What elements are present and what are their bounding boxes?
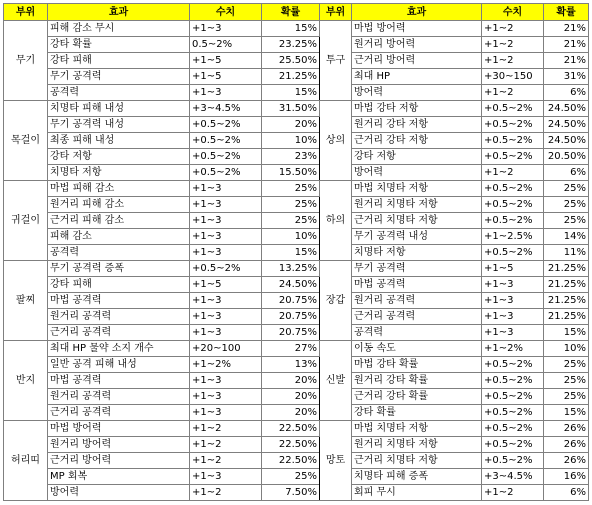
probability-cell-left: 13%	[262, 357, 320, 373]
table-row	[4, 213, 589, 229]
value-cell-left: +1~2	[190, 437, 262, 453]
effect-cell-left: 마법 공격력	[48, 293, 190, 309]
probability-cell-right: 21.25%	[544, 293, 589, 309]
value-cell-right: +1~2	[482, 485, 544, 501]
value-cell-right: +0.5~2%	[482, 453, 544, 469]
value-cell-left: +1~5	[190, 53, 262, 69]
probability-cell-right: 6%	[544, 85, 589, 101]
part-cell-right: 장갑	[320, 261, 352, 341]
probability-cell-right: 25%	[544, 389, 589, 405]
value-cell-right: +0.5~2%	[482, 373, 544, 389]
effect-cell-right: 근거리 방어력	[352, 53, 482, 69]
effect-cell-left: 강타 저항	[48, 149, 190, 165]
effect-cell-left: 일반 공격 피해 내성	[48, 357, 190, 373]
value-cell-left: +1~5	[190, 69, 262, 85]
effect-cell-right: 원거리 방어력	[352, 37, 482, 53]
probability-cell-left: 13.25%	[262, 261, 320, 277]
table-row	[4, 117, 589, 133]
effect-cell-left: 원거리 공격력	[48, 389, 190, 405]
effect-cell-right: 근거리 강타 확률	[352, 389, 482, 405]
probability-cell-right: 31%	[544, 69, 589, 85]
value-cell-left: +0.5~2%	[190, 261, 262, 277]
table-body	[4, 21, 589, 501]
part-cell-left: 무기	[4, 21, 48, 101]
effect-cell-left: 근거리 피해 감소	[48, 213, 190, 229]
probability-cell-right: 6%	[544, 165, 589, 181]
value-cell-right: +1~2	[482, 53, 544, 69]
probability-cell-left: 22.50%	[262, 437, 320, 453]
effect-cell-left: 피해 감소	[48, 229, 190, 245]
table-row	[4, 53, 589, 69]
effect-cell-left: 근거리 공격력	[48, 405, 190, 421]
table-row	[4, 373, 589, 389]
effect-cell-right: 방어력	[352, 85, 482, 101]
part-cell-left: 귀걸이	[4, 181, 48, 261]
effect-cell-left: 최종 피해 내성	[48, 133, 190, 149]
effect-cell-left: 강타 확률	[48, 37, 190, 53]
probability-cell-left: 31.50%	[262, 101, 320, 117]
table-row	[4, 405, 589, 421]
value-cell-right: +1~3	[482, 309, 544, 325]
table-row	[4, 85, 589, 101]
probability-cell-right: 16%	[544, 469, 589, 485]
probability-cell-left: 15%	[262, 85, 320, 101]
table-row	[4, 261, 589, 277]
value-cell-right: +3~4.5%	[482, 469, 544, 485]
effect-cell-right: 마법 공격력	[352, 277, 482, 293]
probability-cell-left: 20.75%	[262, 309, 320, 325]
header-part-right: 부위	[320, 4, 352, 21]
probability-cell-right: 25%	[544, 373, 589, 389]
value-cell-right: +0.5~2%	[482, 181, 544, 197]
probability-cell-right: 25%	[544, 357, 589, 373]
part-cell-right: 하의	[320, 181, 352, 261]
equipment-stat-table	[3, 3, 589, 501]
effect-cell-right: 치명타 저항	[352, 245, 482, 261]
value-cell-right: +1~3	[482, 325, 544, 341]
header-row	[4, 4, 589, 21]
value-cell-left: +1~3	[190, 405, 262, 421]
effect-cell-left: 무기 공격력 내성	[48, 117, 190, 133]
value-cell-right: +0.5~2%	[482, 133, 544, 149]
table-row	[4, 437, 589, 453]
value-cell-right: +1~2%	[482, 341, 544, 357]
probability-cell-left: 27%	[262, 341, 320, 357]
probability-cell-left: 20.75%	[262, 325, 320, 341]
table-row	[4, 325, 589, 341]
value-cell-left: +1~2	[190, 421, 262, 437]
effect-cell-right: 근거리 공격력	[352, 309, 482, 325]
probability-cell-left: 25%	[262, 213, 320, 229]
value-cell-right: +0.5~2%	[482, 149, 544, 165]
stat-table-wrapper	[3, 3, 588, 501]
effect-cell-right: 강타 확률	[352, 405, 482, 421]
effect-cell-right: 마법 치명타 저항	[352, 181, 482, 197]
part-cell-right: 투구	[320, 21, 352, 101]
effect-cell-right: 회피 무시	[352, 485, 482, 501]
probability-cell-left: 15%	[262, 21, 320, 37]
effect-cell-right: 무기 공격력	[352, 261, 482, 277]
effect-cell-left: 공격력	[48, 85, 190, 101]
value-cell-left: 0.5~2%	[190, 37, 262, 53]
value-cell-right: +1~2.5%	[482, 229, 544, 245]
value-cell-left: +1~3	[190, 309, 262, 325]
probability-cell-right: 24.50%	[544, 133, 589, 149]
probability-cell-right: 24.50%	[544, 117, 589, 133]
effect-cell-right: 이동 속도	[352, 341, 482, 357]
value-cell-right: +0.5~2%	[482, 437, 544, 453]
effect-cell-right: 방어력	[352, 165, 482, 181]
probability-cell-left: 23%	[262, 149, 320, 165]
table-row	[4, 421, 589, 437]
probability-cell-right: 26%	[544, 453, 589, 469]
effect-cell-right: 치명타 피해 증폭	[352, 469, 482, 485]
part-cell-left: 허리띠	[4, 421, 48, 501]
header-probability-left: 확률	[262, 4, 320, 21]
table-row	[4, 165, 589, 181]
effect-cell-right: 원거리 강타 저항	[352, 117, 482, 133]
effect-cell-right: 마법 치명타 저항	[352, 421, 482, 437]
effect-cell-left: 피해 감소 무시	[48, 21, 190, 37]
probability-cell-left: 25%	[262, 197, 320, 213]
probability-cell-right: 21%	[544, 37, 589, 53]
probability-cell-right: 21%	[544, 21, 589, 37]
table-row	[4, 389, 589, 405]
probability-cell-right: 15%	[544, 405, 589, 421]
probability-cell-left: 10%	[262, 133, 320, 149]
value-cell-right: +1~2	[482, 21, 544, 37]
effect-cell-left: MP 회복	[48, 469, 190, 485]
value-cell-right: +0.5~2%	[482, 357, 544, 373]
probability-cell-right: 14%	[544, 229, 589, 245]
value-cell-left: +1~3	[190, 229, 262, 245]
probability-cell-right: 21.25%	[544, 309, 589, 325]
effect-cell-right: 마법 강타 확률	[352, 357, 482, 373]
effect-cell-left: 최대 HP 물약 소지 개수	[48, 341, 190, 357]
effect-cell-left: 무기 공격력 증폭	[48, 261, 190, 277]
part-cell-right: 신발	[320, 341, 352, 421]
effect-cell-right: 마법 강타 저항	[352, 101, 482, 117]
probability-cell-left: 21.25%	[262, 69, 320, 85]
value-cell-left: +0.5~2%	[190, 149, 262, 165]
part-cell-right: 망토	[320, 421, 352, 501]
value-cell-left: +1~3	[190, 469, 262, 485]
effect-cell-left: 공격력	[48, 245, 190, 261]
effect-cell-left: 치명타 피해 내성	[48, 101, 190, 117]
value-cell-right: +0.5~2%	[482, 197, 544, 213]
part-cell-right: 상의	[320, 101, 352, 181]
value-cell-right: +1~5	[482, 261, 544, 277]
value-cell-left: +0.5~2%	[190, 165, 262, 181]
value-cell-left: +0.5~2%	[190, 133, 262, 149]
value-cell-left: +1~3	[190, 21, 262, 37]
value-cell-left: +1~3	[190, 85, 262, 101]
value-cell-left: +1~3	[190, 389, 262, 405]
probability-cell-left: 25.50%	[262, 53, 320, 69]
effect-cell-right: 강타 저항	[352, 149, 482, 165]
effect-cell-left: 강타 피해	[48, 53, 190, 69]
value-cell-right: +30~150	[482, 69, 544, 85]
value-cell-left: +1~3	[190, 293, 262, 309]
effect-cell-right: 근거리 강타 저항	[352, 133, 482, 149]
probability-cell-right: 6%	[544, 485, 589, 501]
effect-cell-left: 원거리 방어력	[48, 437, 190, 453]
effect-cell-right: 근거리 치명타 저항	[352, 213, 482, 229]
effect-cell-right: 원거리 치명타 저항	[352, 437, 482, 453]
table-row	[4, 37, 589, 53]
probability-cell-right: 20.50%	[544, 149, 589, 165]
value-cell-right: +1~3	[482, 293, 544, 309]
probability-cell-left: 23.25%	[262, 37, 320, 53]
header-part-left: 부위	[4, 4, 48, 21]
value-cell-right: +0.5~2%	[482, 405, 544, 421]
probability-cell-left: 22.50%	[262, 453, 320, 469]
table-row	[4, 229, 589, 245]
value-cell-left: +1~3	[190, 213, 262, 229]
probability-cell-right: 10%	[544, 341, 589, 357]
header-probability-right: 확률	[544, 4, 589, 21]
part-cell-left: 팔찌	[4, 261, 48, 341]
probability-cell-left: 25%	[262, 469, 320, 485]
effect-cell-left: 근거리 공격력	[48, 325, 190, 341]
effect-cell-right: 원거리 강타 확률	[352, 373, 482, 389]
value-cell-left: +1~3	[190, 325, 262, 341]
value-cell-left: +20~100	[190, 341, 262, 357]
probability-cell-left: 20.75%	[262, 293, 320, 309]
effect-cell-right: 무기 공격력 내성	[352, 229, 482, 245]
value-cell-right: +0.5~2%	[482, 117, 544, 133]
table-row	[4, 309, 589, 325]
value-cell-right: +0.5~2%	[482, 389, 544, 405]
probability-cell-right: 21%	[544, 53, 589, 69]
value-cell-left: +1~5	[190, 277, 262, 293]
value-cell-right: +1~2	[482, 165, 544, 181]
value-cell-left: +1~3	[190, 181, 262, 197]
effect-cell-right: 공격력	[352, 325, 482, 341]
table-row	[4, 293, 589, 309]
probability-cell-left: 20%	[262, 405, 320, 421]
probability-cell-right: 25%	[544, 197, 589, 213]
probability-cell-left: 15.50%	[262, 165, 320, 181]
probability-cell-left: 20%	[262, 373, 320, 389]
effect-cell-right: 근거리 치명타 저항	[352, 453, 482, 469]
value-cell-right: +1~2	[482, 85, 544, 101]
table-row	[4, 469, 589, 485]
value-cell-left: +0.5~2%	[190, 117, 262, 133]
header-effect-left: 효과	[48, 4, 190, 21]
table-row	[4, 277, 589, 293]
value-cell-left: +1~2%	[190, 357, 262, 373]
probability-cell-left: 25%	[262, 181, 320, 197]
value-cell-right: +1~2	[482, 37, 544, 53]
table-row	[4, 133, 589, 149]
value-cell-left: +3~4.5%	[190, 101, 262, 117]
probability-cell-left: 7.50%	[262, 485, 320, 501]
table-row	[4, 181, 589, 197]
effect-cell-left: 마법 피해 감소	[48, 181, 190, 197]
probability-cell-right: 21.25%	[544, 277, 589, 293]
value-cell-left: +1~2	[190, 485, 262, 501]
probability-cell-right: 21.25%	[544, 261, 589, 277]
header-value-right: 수치	[482, 4, 544, 21]
table-row	[4, 245, 589, 261]
table-row	[4, 197, 589, 213]
value-cell-right: +1~3	[482, 277, 544, 293]
effect-cell-left: 무기 공격력	[48, 69, 190, 85]
probability-cell-right: 15%	[544, 325, 589, 341]
probability-cell-left: 24.50%	[262, 277, 320, 293]
probability-cell-left: 22.50%	[262, 421, 320, 437]
table-row	[4, 69, 589, 85]
table-row	[4, 453, 589, 469]
table-row	[4, 341, 589, 357]
effect-cell-left: 원거리 피해 감소	[48, 197, 190, 213]
value-cell-right: +0.5~2%	[482, 213, 544, 229]
value-cell-left: +1~3	[190, 245, 262, 261]
effect-cell-right: 마법 방어력	[352, 21, 482, 37]
table-row	[4, 21, 589, 37]
table-row	[4, 357, 589, 373]
effect-cell-right: 원거리 치명타 저항	[352, 197, 482, 213]
header-effect-right: 효과	[352, 4, 482, 21]
value-cell-left: +1~3	[190, 373, 262, 389]
effect-cell-left: 치명타 저항	[48, 165, 190, 181]
effect-cell-left: 원거리 공격력	[48, 309, 190, 325]
probability-cell-right: 24.50%	[544, 101, 589, 117]
probability-cell-right: 11%	[544, 245, 589, 261]
effect-cell-left: 마법 공격력	[48, 373, 190, 389]
value-cell-left: +1~3	[190, 197, 262, 213]
probability-cell-right: 26%	[544, 437, 589, 453]
table-row	[4, 485, 589, 501]
value-cell-left: +1~2	[190, 453, 262, 469]
effect-cell-left: 방어력	[48, 485, 190, 501]
probability-cell-left: 10%	[262, 229, 320, 245]
value-cell-right: +0.5~2%	[482, 421, 544, 437]
value-cell-right: +0.5~2%	[482, 101, 544, 117]
probability-cell-left: 20%	[262, 117, 320, 133]
header-value-left: 수치	[190, 4, 262, 21]
value-cell-right: +0.5~2%	[482, 245, 544, 261]
effect-cell-left: 마법 방어력	[48, 421, 190, 437]
probability-cell-right: 25%	[544, 181, 589, 197]
probability-cell-left: 15%	[262, 245, 320, 261]
probability-cell-right: 26%	[544, 421, 589, 437]
part-cell-left: 반지	[4, 341, 48, 421]
probability-cell-left: 20%	[262, 389, 320, 405]
probability-cell-right: 25%	[544, 213, 589, 229]
effect-cell-right: 최대 HP	[352, 69, 482, 85]
effect-cell-left: 강타 피해	[48, 277, 190, 293]
table-row	[4, 101, 589, 117]
table-row	[4, 149, 589, 165]
effect-cell-left: 근거리 방어력	[48, 453, 190, 469]
part-cell-left: 목걸이	[4, 101, 48, 181]
effect-cell-right: 원거리 공격력	[352, 293, 482, 309]
